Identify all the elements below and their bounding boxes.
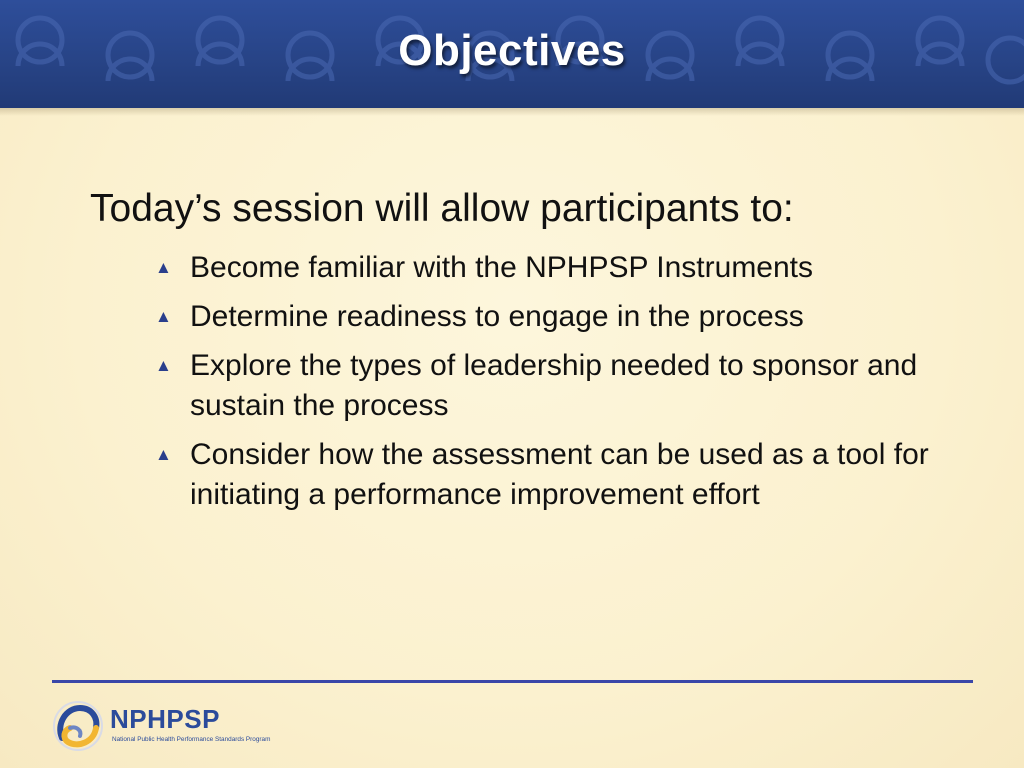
- bullet-text: Determine readiness to engage in the process: [190, 300, 804, 333]
- slide-title: Objectives: [398, 26, 626, 75]
- triangle-bullet-icon: ▲: [155, 307, 172, 326]
- list-item: [155, 435, 955, 515]
- logo-tagline: National Public Health Performance Standards Program: [112, 736, 271, 743]
- list-item: [155, 297, 955, 337]
- bullet-text: Become familiar with the NPHPSP Instruments: [190, 251, 814, 284]
- triangle-bullet-icon: ▲: [155, 356, 172, 375]
- bullet-text: Explore the types of leadership needed to sponsor and sustain the process: [190, 349, 918, 422]
- triangle-bullet-icon: ▲: [155, 445, 172, 464]
- intro-text: Today’s session will allow participants to:: [90, 187, 794, 230]
- bullet-text: Consider how the assessment can be used as a tool for initiating a performance improvement effort: [190, 438, 929, 511]
- list-item: [155, 346, 955, 426]
- footer-divider: [52, 680, 973, 683]
- logo-wordmark: NPHPSP: [110, 704, 220, 734]
- nphpsp-logo: [52, 700, 272, 752]
- gold-swirl-logo-icon: [52, 700, 104, 752]
- objectives-list: [155, 248, 955, 524]
- title-banner: [0, 0, 1024, 108]
- list-item: [155, 248, 955, 288]
- triangle-bullet-icon: ▲: [155, 258, 172, 277]
- banner-shadow: [0, 108, 1024, 116]
